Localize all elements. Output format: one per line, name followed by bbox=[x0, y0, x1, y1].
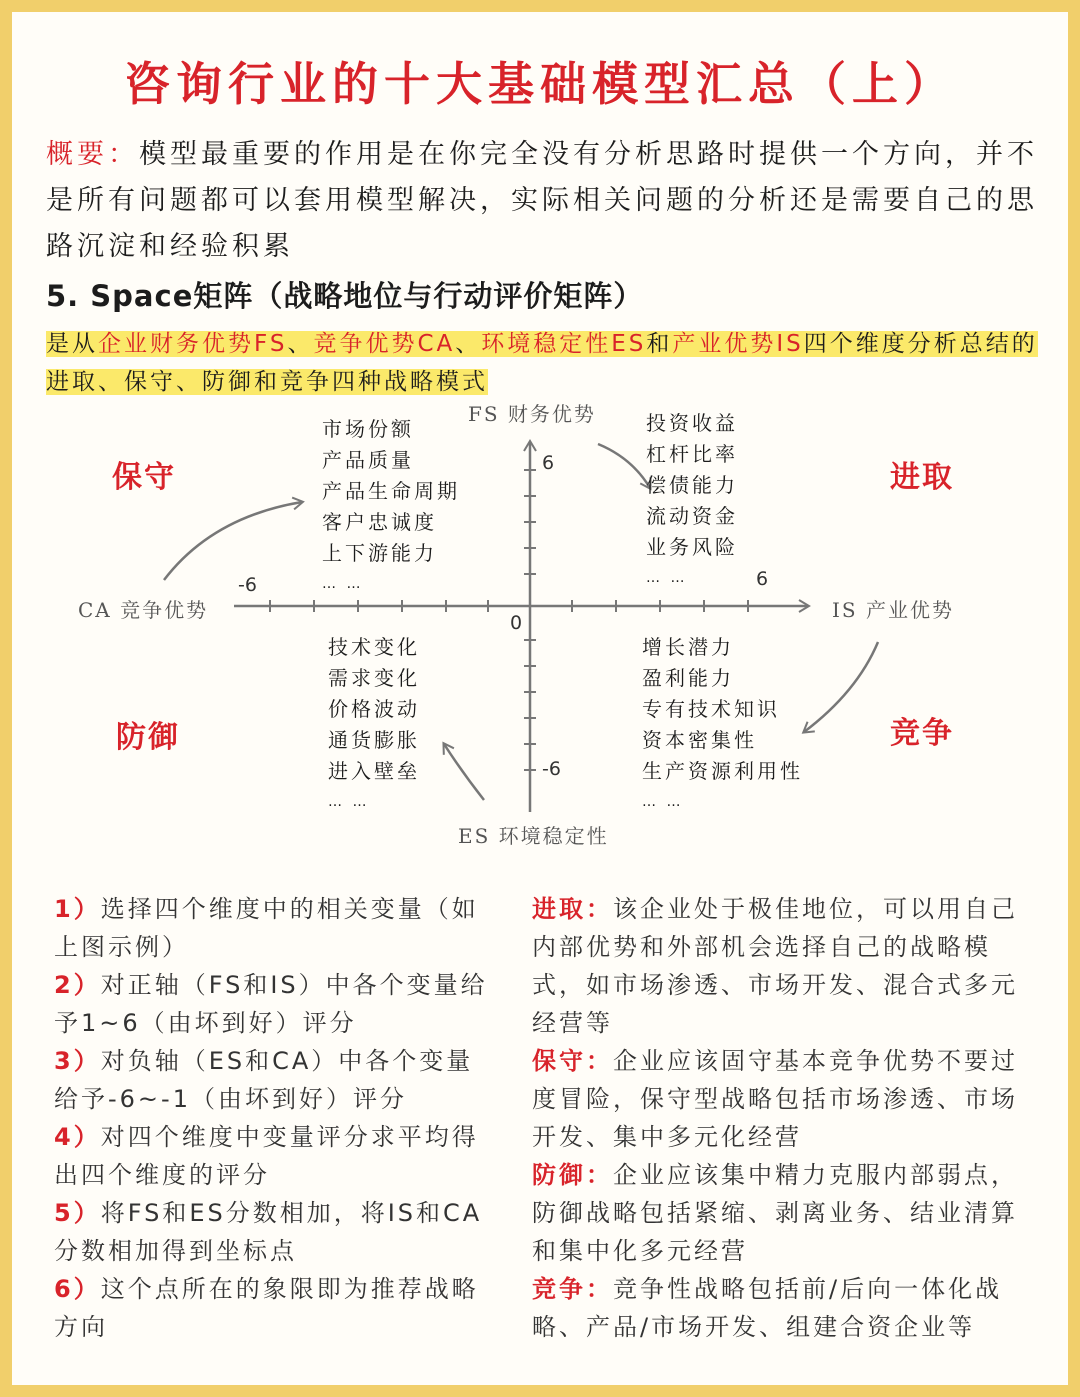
step-number: 2） bbox=[54, 971, 101, 999]
strategy-item bbox=[532, 1156, 1032, 1270]
step-text: 对负轴（ES和CA）中各个变量给予-6~-1（由坏到好）评分 bbox=[54, 1047, 474, 1113]
tick-label-fs-max: 6 bbox=[542, 452, 555, 474]
strategy-key: 防御： bbox=[532, 1161, 613, 1189]
strategy-text: 企业应该集中精力克服内部弱点，防御战略包括紧缩、剥离业务、结业清算和集中化多元经营 bbox=[532, 1161, 1018, 1265]
step-number: 3） bbox=[54, 1047, 101, 1075]
list-item: 进入壁垒 bbox=[328, 759, 420, 783]
step-number: 6） bbox=[54, 1275, 101, 1303]
list-item: 通货膨胀 bbox=[328, 728, 420, 752]
step-number: 1） bbox=[54, 895, 101, 923]
description-text: 和 bbox=[646, 331, 673, 357]
step-number: 4） bbox=[54, 1123, 101, 1151]
step-item bbox=[54, 966, 494, 1042]
step-item bbox=[54, 1118, 494, 1194]
separator: 、 bbox=[287, 331, 314, 357]
strategy-item bbox=[532, 1042, 1032, 1156]
list-item: 业务风险 bbox=[646, 535, 738, 559]
arrow-fs-to-aggressive bbox=[598, 444, 650, 488]
list-item: … … bbox=[328, 794, 370, 810]
list-item: 上下游能力 bbox=[322, 541, 437, 565]
list-item: 偿债能力 bbox=[646, 473, 738, 497]
tick-label-es-min: -6 bbox=[542, 758, 561, 780]
tick-label-ca-min: -6 bbox=[238, 574, 257, 596]
strategy-key: 竞争： bbox=[532, 1275, 613, 1303]
strategy-text: 该企业处于极佳地位，可以用自己内部优势和外部机会选择自己的战略模式，如市场渗透、市场开发、混合式多元经营等 bbox=[532, 895, 1018, 1037]
description-highlight bbox=[46, 331, 1038, 395]
strategy-key: 进取： bbox=[532, 895, 613, 923]
list-item: … … bbox=[322, 576, 364, 592]
fs-variable-list bbox=[646, 408, 738, 594]
list-item: … … bbox=[642, 794, 684, 810]
summary-text: 模型最重要的作用是在你完全没有分析思路时提供一个方向，并不是所有问题都可以套用模型解决，实际相关问题的分析还是需要自己的思路沉淀和经验积累 bbox=[46, 139, 1038, 262]
strategies-list bbox=[532, 890, 1032, 1346]
quadrant-defensive: 防御 bbox=[116, 720, 180, 755]
list-item: 产品生命周期 bbox=[322, 479, 460, 503]
separator: 、 bbox=[455, 331, 482, 357]
list-item: 资本密集性 bbox=[642, 728, 757, 752]
strategy-item bbox=[532, 890, 1032, 1042]
step-text: 这个点所在的象限即为推荐战略方向 bbox=[54, 1275, 479, 1341]
arrow-ca-to-conservative bbox=[164, 502, 302, 580]
step-item bbox=[54, 1042, 494, 1118]
list-item: 流动资金 bbox=[646, 504, 738, 528]
page-title: 咨询行业的十大基础模型汇总（上） bbox=[124, 57, 956, 111]
dimension-ca: 竞争优势CA bbox=[313, 331, 456, 357]
description-text: 是从 bbox=[46, 331, 98, 357]
description bbox=[46, 325, 1046, 401]
arrow-es-to-defensive bbox=[444, 744, 484, 800]
step-item bbox=[54, 1194, 494, 1270]
strategy-text: 竞争性战略包括前/后向一体化战略、产品/市场开发、组建合资企业等 bbox=[532, 1275, 1003, 1341]
dimension-es: 环境稳定性ES bbox=[481, 331, 647, 357]
quadrant-competitive: 竞争 bbox=[890, 716, 954, 751]
tick-label-is-max: 6 bbox=[756, 568, 769, 590]
axis-label-fs: FS 财务优势 bbox=[468, 402, 596, 426]
section-title: 5. Space矩阵（战略地位与行动评价矩阵） bbox=[46, 279, 644, 313]
ca-variable-list bbox=[322, 414, 460, 600]
strategy-item bbox=[532, 1270, 1032, 1346]
list-item: … … bbox=[646, 570, 688, 586]
quadrant-aggressive: 进取 bbox=[890, 460, 954, 495]
origin-label: 0 bbox=[510, 612, 523, 634]
strategy-key: 保守： bbox=[532, 1047, 613, 1075]
dimension-fs: 企业财务优势FS bbox=[98, 331, 288, 357]
list-item: 技术变化 bbox=[328, 635, 420, 659]
list-item: 产品质量 bbox=[322, 448, 414, 472]
step-text: 将FS和ES分数相加，将IS和CA分数相加得到坐标点 bbox=[54, 1199, 483, 1265]
list-item: 价格波动 bbox=[328, 697, 420, 721]
step-item bbox=[54, 890, 494, 966]
es-variable-list bbox=[328, 632, 420, 818]
step-text: 对四个维度中变量评分求平均得出四个维度的评分 bbox=[54, 1123, 479, 1189]
step-item bbox=[54, 1270, 494, 1346]
list-item: 客户忠诚度 bbox=[322, 510, 437, 534]
description-text: 四个维度分析总结的进取、保守、防御和竞争四种战略模式 bbox=[46, 331, 1038, 395]
page bbox=[12, 12, 1068, 1385]
list-item: 专有技术知识 bbox=[642, 697, 780, 721]
list-item: 盈利能力 bbox=[642, 666, 734, 690]
list-item: 需求变化 bbox=[328, 666, 420, 690]
step-text: 选择四个维度中的相关变量（如上图示例） bbox=[54, 895, 479, 961]
list-item: 增长潜力 bbox=[642, 635, 734, 659]
is-variable-list bbox=[642, 632, 803, 818]
strategy-text: 企业应该固守基本竞争优势不要过度冒险，保守型战略包括市场渗透、市场开发、集中多元化经营 bbox=[532, 1047, 1018, 1151]
axis-label-ca: CA 竞争优势 bbox=[78, 598, 209, 622]
dimension-is: 产业优势IS bbox=[672, 331, 804, 357]
list-item: 市场份额 bbox=[322, 417, 414, 441]
summary bbox=[46, 132, 1046, 270]
quadrant-conservative: 保守 bbox=[112, 460, 176, 495]
step-text: 对正轴（FS和IS）中各个变量给予1~6（由坏到好）评分 bbox=[54, 971, 488, 1037]
arrow-is-to-competitive bbox=[804, 642, 878, 732]
steps-list bbox=[54, 890, 494, 1346]
summary-label: 概要： bbox=[46, 139, 139, 170]
step-number: 5） bbox=[54, 1199, 101, 1227]
list-item: 杠杆比率 bbox=[646, 442, 738, 466]
list-item: 投资收益 bbox=[646, 411, 738, 435]
axis-label-is: IS 产业优势 bbox=[832, 598, 954, 622]
axis-label-es: ES 环境稳定性 bbox=[458, 824, 609, 848]
list-item: 生产资源利用性 bbox=[642, 759, 803, 783]
